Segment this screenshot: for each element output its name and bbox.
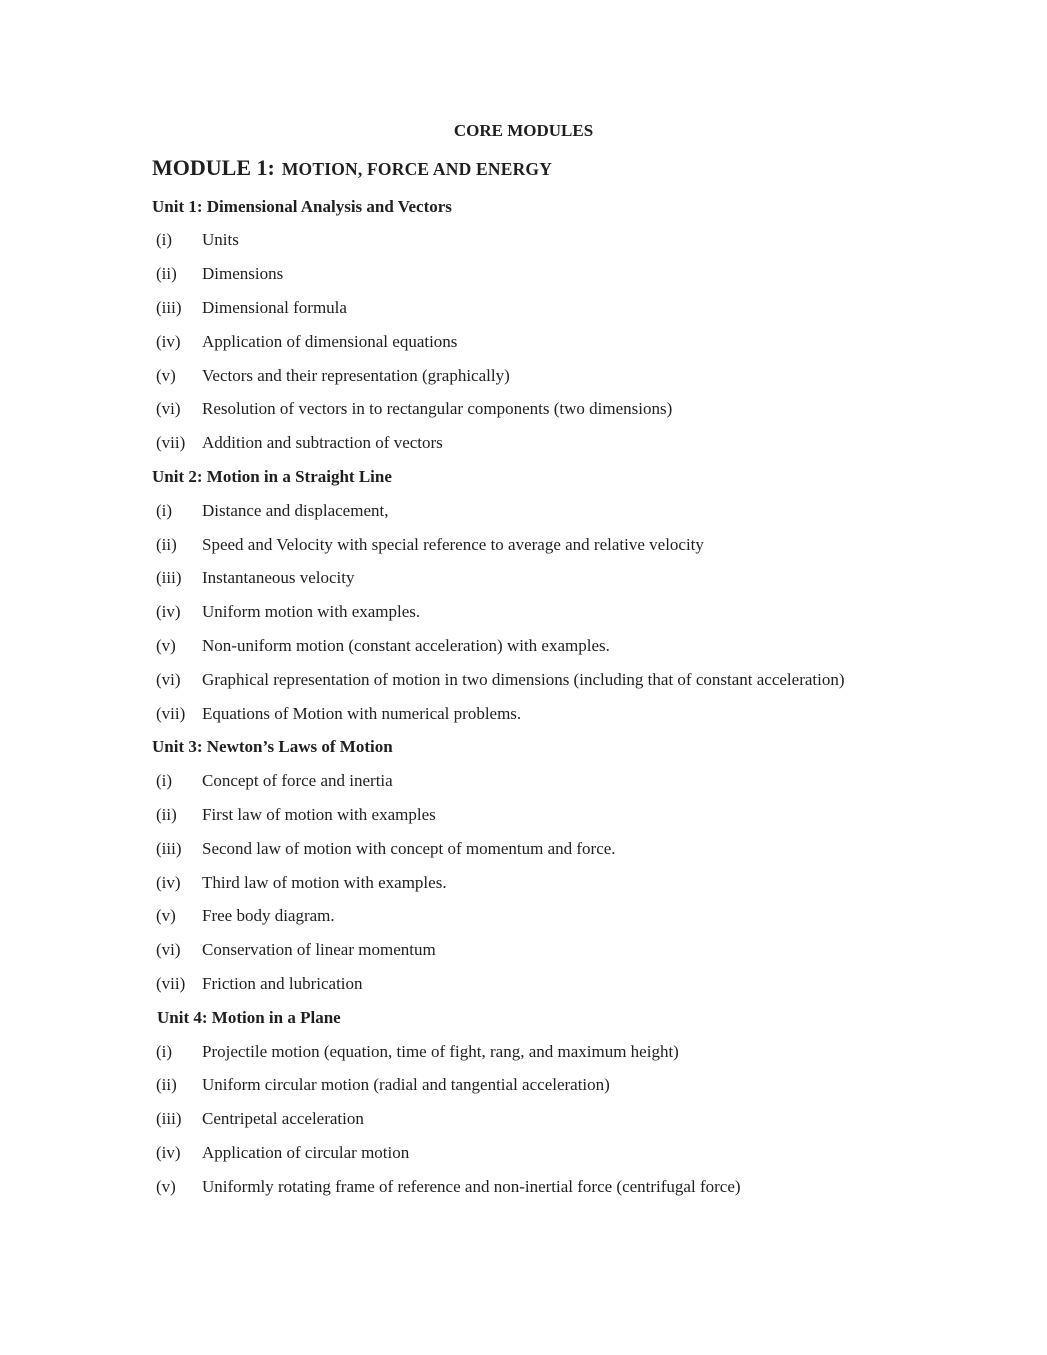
list-item	[152, 330, 895, 353]
list-item	[152, 702, 895, 725]
list-item	[152, 1107, 895, 1130]
list-item	[152, 634, 895, 657]
item-numeral: (iv)	[156, 331, 181, 351]
item-text: Distance and displacement,	[202, 500, 389, 520]
unit-heading: Unit 4: Motion in a Plane	[157, 1007, 341, 1027]
unit-heading: Unit 1: Dimensional Analysis and Vectors	[152, 196, 452, 216]
list-item	[152, 904, 895, 927]
item-numeral: (iii)	[156, 568, 182, 588]
item-numeral: (v)	[156, 906, 176, 926]
unit-section	[152, 735, 895, 995]
item-numeral: (i)	[156, 500, 173, 520]
list-item	[152, 566, 895, 589]
item-text: Dimensions	[202, 264, 284, 284]
item-numeral: (v)	[156, 365, 176, 385]
item-text: Equations of Motion with numerical problems.	[202, 703, 522, 723]
item-numeral: (vi)	[156, 669, 181, 689]
item-text: Non-uniform motion (constant acceleration) with examples.	[202, 635, 610, 655]
item-numeral: (vii)	[156, 973, 186, 993]
item-text: Free body diagram.	[202, 906, 335, 926]
item-text: Second law of motion with concept of momentum and force.	[202, 838, 616, 858]
list-item	[152, 871, 895, 894]
item-numeral: (iv)	[156, 1142, 181, 1162]
item-numeral: (iii)	[156, 838, 182, 858]
item-text: Instantaneous velocity	[202, 568, 355, 588]
item-numeral: (iv)	[156, 872, 181, 892]
list-item	[152, 533, 895, 556]
list-item	[152, 600, 895, 623]
item-text: Dimensional formula	[202, 297, 347, 317]
item-numeral: (ii)	[156, 534, 177, 554]
item-text: Application of dimensional equations	[202, 331, 458, 351]
item-text: Vectors and their representation (graphically)	[202, 365, 510, 385]
module-title: MOTION, FORCE AND ENERGY	[281, 158, 553, 179]
module-heading	[152, 153, 895, 184]
item-text: First law of motion with examples	[202, 804, 436, 824]
unit-section	[152, 195, 895, 455]
item-numeral: (vi)	[156, 399, 181, 419]
item-text: Uniformly rotating frame of reference and non-inertial force (centrifugal force)	[202, 1176, 741, 1196]
list-item	[152, 837, 895, 860]
item-text: Uniform motion with examples.	[202, 602, 421, 622]
list-item	[152, 262, 895, 285]
item-text: Units	[202, 230, 239, 250]
item-numeral: (ii)	[156, 1075, 177, 1095]
item-text: Centripetal acceleration	[202, 1109, 364, 1129]
item-text: Graphical representation of motion in two dimensions (including that of constant acceleration)	[202, 669, 845, 689]
item-numeral: (vii)	[156, 433, 186, 453]
document-title: CORE MODULES	[453, 121, 594, 140]
item-text: Concept of force and inertia	[202, 771, 393, 791]
unit-section	[152, 465, 895, 725]
item-numeral: (i)	[156, 771, 173, 791]
item-text: Application of circular motion	[202, 1142, 410, 1162]
item-numeral: (v)	[156, 1176, 176, 1196]
list-item	[152, 769, 895, 792]
item-numeral: (v)	[156, 635, 176, 655]
item-text: Conservation of linear momentum	[202, 940, 436, 960]
list-item	[152, 1073, 895, 1096]
item-text: Uniform circular motion (radial and tangential acceleration)	[202, 1075, 610, 1095]
list-item	[152, 1175, 895, 1198]
list-item	[152, 803, 895, 826]
unit-section	[152, 1006, 895, 1198]
item-numeral: (i)	[156, 230, 173, 250]
item-numeral: (vii)	[156, 703, 186, 723]
item-text: Resolution of vectors in to rectangular components (two dimensions)	[202, 399, 673, 419]
item-numeral: (iv)	[156, 602, 181, 622]
list-item	[152, 668, 895, 691]
list-item	[152, 972, 895, 995]
unit-heading: Unit 3: Newton’s Laws of Motion	[152, 737, 393, 757]
unit-heading: Unit 2: Motion in a Straight Line	[152, 466, 392, 486]
item-text: Friction and lubrication	[202, 973, 363, 993]
list-item	[152, 228, 895, 251]
item-numeral: (vi)	[156, 940, 181, 960]
item-numeral: (ii)	[156, 264, 177, 284]
item-text: Addition and subtraction of vectors	[202, 433, 443, 453]
item-text: Projectile motion (equation, time of fight, rang, and maximum height)	[202, 1041, 679, 1061]
item-text: Third law of motion with examples.	[202, 872, 447, 892]
item-numeral: (iii)	[156, 297, 182, 317]
item-text: Speed and Velocity with special reference to average and relative velocity	[202, 534, 704, 554]
list-item	[152, 1040, 895, 1063]
list-item	[152, 499, 895, 522]
module-label: MODULE 1:	[152, 154, 275, 180]
list-item	[152, 296, 895, 319]
list-item	[152, 431, 895, 454]
item-numeral: (i)	[156, 1041, 173, 1061]
list-item	[152, 1141, 895, 1164]
list-item	[152, 364, 895, 387]
item-numeral: (iii)	[156, 1109, 182, 1129]
list-item	[152, 397, 895, 420]
item-numeral: (ii)	[156, 804, 177, 824]
list-item	[152, 938, 895, 961]
